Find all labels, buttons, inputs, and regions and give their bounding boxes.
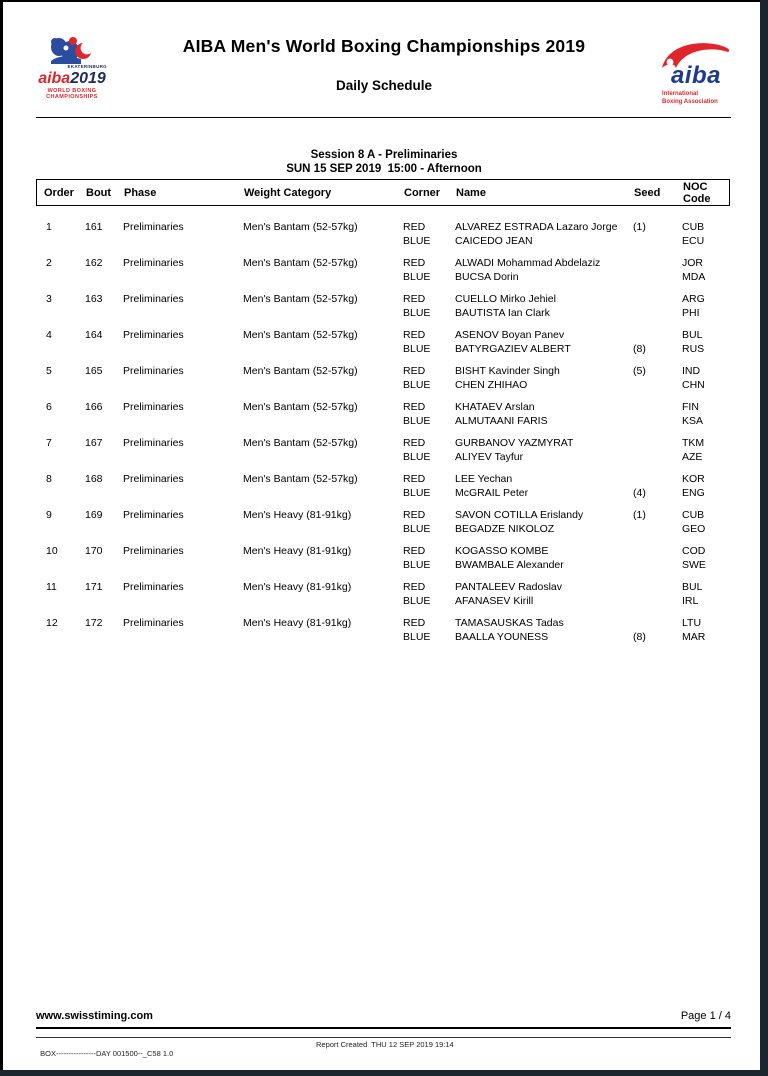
blue-seed: (4) [633, 487, 646, 499]
seed-cell [630, 328, 680, 356]
bout-cell: 172 [85, 617, 103, 629]
bout-cell: 165 [85, 365, 103, 377]
weight-category-cell: Men's Bantam (52-57kg) [243, 365, 358, 377]
red-corner-label: RED [403, 221, 426, 233]
blue-boxer-name: BAALLA YOUNESS [455, 631, 549, 643]
blue-corner-label: BLUE [403, 271, 431, 283]
order-cell: 8 [46, 473, 52, 485]
red-noc-code: ARG [682, 293, 705, 305]
blue-noc-code: IRL [682, 595, 699, 607]
bout-row [36, 400, 731, 428]
bout-cell: 162 [85, 257, 103, 269]
weight-category-cell: Men's Bantam (52-57kg) [243, 221, 358, 233]
noc-cell [680, 328, 731, 356]
weight-category-cell: Men's Heavy (81-91kg) [243, 509, 352, 521]
red-corner-label: RED [403, 293, 426, 305]
bout-cell: 166 [85, 401, 103, 413]
blue-corner-label: BLUE [403, 343, 431, 355]
noc-cell [680, 364, 731, 392]
red-corner-label: RED [403, 401, 426, 413]
seed-cell [630, 364, 680, 392]
aiba-boxing-association-label: Boxing Association [662, 98, 718, 105]
blue-boxer-name: ALMUTAANI FARIS [455, 415, 548, 427]
logo-world-boxing-label: WORLD BOXING [47, 87, 97, 94]
corner-cell [403, 544, 455, 572]
red-noc-code: BUL [682, 581, 703, 593]
table-body [36, 212, 731, 644]
phase-cell: Preliminaries [123, 617, 184, 629]
aiba-international-label: International [662, 91, 699, 97]
red-noc-code: BUL [682, 329, 703, 341]
red-boxer-name: SAVON COTILLA Erislandy [455, 509, 584, 521]
bout-cell: 171 [85, 581, 103, 593]
report-code: BOX----------------DAY 001500--_C58 1.0 [40, 1049, 174, 1058]
blue-seed [633, 234, 680, 248]
red-boxer-name: KOGASSO KOMBE [455, 545, 549, 557]
phase-cell: Preliminaries [123, 581, 184, 593]
noc-cell [680, 616, 731, 644]
blue-corner-label: BLUE [403, 487, 431, 499]
bout-row [36, 616, 731, 644]
name-cell [455, 436, 630, 464]
phase-cell: Preliminaries [123, 437, 184, 449]
bout-row [36, 544, 731, 572]
blue-corner-label: BLUE [403, 307, 431, 319]
aiba-association-logo [652, 40, 740, 104]
frame-bottom-edge [0, 1070, 768, 1076]
footer-divider-thin [36, 1037, 731, 1038]
red-boxer-name: GURBANOV YAZMYRAT [455, 437, 574, 449]
weight-category-cell: Men's Bantam (52-57kg) [243, 473, 358, 485]
name-cell [455, 472, 630, 500]
red-boxer-name: KHATAEV Arslan [455, 401, 535, 413]
blue-corner-label: BLUE [403, 631, 431, 643]
name-cell [455, 220, 630, 248]
blue-boxer-name: BEGADZE NIKOLOZ [455, 523, 555, 535]
red-noc-code: JOR [682, 257, 703, 269]
blue-noc-code: GEO [682, 523, 706, 535]
footer-divider-thick [36, 1027, 731, 1029]
red-noc-code: KOR [682, 473, 705, 485]
blue-noc-code: MAR [682, 631, 706, 643]
blue-seed [633, 450, 680, 464]
noc-cell [680, 220, 731, 248]
corner-cell [403, 508, 455, 536]
blue-seed [633, 270, 680, 284]
blue-corner-label: BLUE [403, 523, 431, 535]
red-seed [633, 580, 680, 594]
phase-cell: Preliminaries [123, 509, 184, 521]
order-cell: 12 [46, 617, 58, 629]
bout-cell: 169 [85, 509, 103, 521]
header-divider [36, 117, 731, 118]
red-boxer-name: TAMASAUSKAS Tadas [455, 617, 564, 629]
blue-seed: (8) [633, 343, 646, 355]
seed-cell [630, 472, 680, 500]
bout-cell: 161 [85, 221, 103, 233]
weight-category-cell: Men's Heavy (81-91kg) [243, 581, 352, 593]
corner-cell [403, 436, 455, 464]
red-boxer-name: CUELLO Mirko Jehiel [455, 293, 556, 305]
red-boxer-name: LEE Yechan [455, 473, 513, 485]
phase-cell: Preliminaries [123, 329, 184, 341]
blue-corner-label: BLUE [403, 451, 431, 463]
blue-boxer-name: AFANASEV Kirill [455, 595, 534, 607]
blue-seed [633, 414, 680, 428]
weight-category-cell: Men's Bantam (52-57kg) [243, 329, 358, 341]
blue-seed [633, 306, 680, 320]
red-seed [633, 400, 680, 414]
logo-city-label: EKATERINBURG [67, 64, 107, 69]
order-cell: 4 [46, 329, 52, 341]
bout-row [36, 508, 731, 536]
noc-cell [680, 400, 731, 428]
weight-category-cell: Men's Bantam (52-57kg) [243, 437, 358, 449]
aiba-brand-label: aiba [670, 62, 722, 89]
blue-seed: (8) [633, 631, 646, 643]
name-cell [455, 364, 630, 392]
bout-cell: 163 [85, 293, 103, 305]
blue-seed [633, 558, 680, 572]
noc-cell [680, 436, 731, 464]
weight-category-cell: Men's Bantam (52-57kg) [243, 401, 358, 413]
name-cell [455, 580, 630, 608]
blue-noc-code: ECU [682, 235, 705, 247]
blue-noc-code: AZE [682, 451, 703, 463]
blue-noc-code: ENG [682, 487, 705, 499]
seed-cell [630, 580, 680, 608]
col-header-noc: NOC Code [683, 180, 711, 205]
seed-cell [630, 400, 680, 428]
order-cell: 6 [46, 401, 52, 413]
red-corner-label: RED [403, 509, 426, 521]
red-corner-label: RED [403, 473, 426, 485]
bout-cell: 170 [85, 545, 103, 557]
weight-category-cell: Men's Heavy (81-91kg) [243, 617, 352, 629]
red-corner-label: RED [403, 257, 426, 269]
red-boxer-name: ALVAREZ ESTRADA Lazaro Jorge [455, 221, 618, 233]
logo-year-label: 2019 [70, 69, 106, 87]
seed-cell [630, 436, 680, 464]
logo-brand-label: aiba [38, 69, 71, 87]
col-header-order: Order [44, 186, 74, 199]
noc-cell [680, 544, 731, 572]
blue-noc-code: CHN [682, 379, 705, 391]
red-seed [633, 328, 680, 342]
blue-corner-label: BLUE [403, 415, 431, 427]
red-noc-code: LTU [682, 617, 702, 629]
corner-cell [403, 580, 455, 608]
red-seed: (1) [633, 221, 646, 233]
logo-championships-label: CHAMPIONSHIPS [46, 94, 98, 100]
blue-boxer-name: CAICEDO JEAN [455, 235, 533, 247]
report-created-timestamp: Report Created THU 12 SEP 2019 19:14 [316, 1040, 454, 1049]
blue-corner-label: BLUE [403, 235, 431, 247]
order-cell: 2 [46, 257, 52, 269]
red-noc-code: CUB [682, 509, 705, 521]
bout-row [36, 328, 731, 356]
phase-cell: Preliminaries [123, 473, 184, 485]
blue-noc-code: MDA [682, 271, 706, 283]
seed-cell [630, 544, 680, 572]
bout-cell: 168 [85, 473, 103, 485]
bout-row [36, 436, 731, 464]
weight-category-cell: Men's Heavy (81-91kg) [243, 545, 352, 557]
red-seed [633, 436, 680, 450]
blue-boxer-name: McGRAIL Peter [455, 487, 529, 499]
name-cell [455, 328, 630, 356]
noc-cell [680, 292, 731, 320]
col-header-corner: Corner [404, 186, 441, 199]
blue-noc-code: KSA [682, 415, 704, 427]
order-cell: 5 [46, 365, 52, 377]
order-cell: 1 [46, 221, 52, 233]
red-boxer-name: PANTALEEV Radoslav [455, 581, 562, 593]
swisstiming-link[interactable]: www.swisstiming.com [36, 1010, 153, 1022]
order-cell: 11 [46, 581, 57, 593]
red-corner-label: RED [403, 617, 426, 629]
weight-category-cell: Men's Bantam (52-57kg) [243, 257, 358, 269]
phase-cell: Preliminaries [123, 365, 184, 377]
blue-seed [633, 522, 680, 536]
noc-cell [680, 580, 731, 608]
blue-boxer-name: BAUTISTA Ian Clark [455, 307, 550, 319]
red-boxer-name: BISHT Kavinder Singh [455, 365, 560, 377]
corner-cell [403, 220, 455, 248]
red-seed [633, 544, 680, 558]
bout-row [36, 256, 731, 284]
red-seed [633, 292, 680, 306]
corner-cell [403, 328, 455, 356]
corner-cell [403, 472, 455, 500]
seed-cell [630, 220, 680, 248]
seed-cell [630, 256, 680, 284]
session-title: Session 8 A - Preliminaries [310, 149, 458, 161]
phase-cell: Preliminaries [123, 545, 184, 557]
noc-cell [680, 472, 731, 500]
noc-cell [680, 508, 731, 536]
red-corner-label: RED [403, 365, 426, 377]
blue-boxer-name: BATYRGAZIEV ALBERT [455, 343, 571, 355]
col-header-name: Name [456, 186, 486, 199]
order-cell: 10 [46, 545, 58, 557]
bout-row [36, 364, 731, 392]
corner-cell [403, 616, 455, 644]
noc-cell [680, 256, 731, 284]
page-number: Page 1 / 4 [680, 1010, 731, 1022]
bout-row [36, 472, 731, 500]
weight-category-cell: Men's Bantam (52-57kg) [243, 293, 358, 305]
blue-boxer-name: ALIYEV Tayfur [455, 451, 524, 463]
red-boxer-name: ASENOV Boyan Panev [455, 329, 565, 341]
bout-row [36, 292, 731, 320]
red-noc-code: CUB [682, 221, 705, 233]
red-seed: (1) [633, 509, 646, 521]
red-corner-label: RED [403, 545, 426, 557]
red-boxer-name: ALWADI Mohammad Abdelaziz [455, 257, 601, 269]
red-corner-label: RED [403, 581, 426, 593]
table-header-row [36, 179, 730, 206]
order-cell: 3 [46, 293, 52, 305]
blue-seed [633, 594, 680, 608]
col-header-phase: Phase [124, 186, 157, 199]
seed-cell [630, 508, 680, 536]
blue-noc-code: SWE [682, 559, 706, 571]
page-title: AIBA Men's World Boxing Championships 2019 [182, 36, 586, 56]
seed-cell [630, 292, 680, 320]
blue-noc-code: PHI [682, 307, 700, 319]
corner-cell [403, 292, 455, 320]
red-corner-label: RED [403, 329, 426, 341]
red-seed: (5) [633, 365, 646, 377]
red-seed [633, 616, 680, 630]
name-cell [455, 256, 630, 284]
phase-cell: Preliminaries [123, 401, 184, 413]
name-cell [455, 508, 630, 536]
order-cell: 9 [46, 509, 52, 521]
seed-cell [630, 616, 680, 644]
col-header-bout: Bout [86, 186, 112, 199]
red-noc-code: FIN [682, 401, 699, 413]
name-cell [455, 616, 630, 644]
page-subtitle: Daily Schedule [335, 78, 433, 93]
red-noc-code: TKM [682, 437, 705, 449]
blue-corner-label: BLUE [403, 559, 431, 571]
col-header-weight: Weight Category [244, 186, 332, 199]
blue-noc-code: RUS [682, 343, 705, 355]
corner-cell [403, 364, 455, 392]
bout-row [36, 580, 731, 608]
name-cell [455, 292, 630, 320]
red-seed [633, 472, 680, 486]
phase-cell: Preliminaries [123, 293, 184, 305]
name-cell [455, 400, 630, 428]
red-seed [633, 256, 680, 270]
red-corner-label: RED [403, 437, 426, 449]
order-cell: 7 [46, 437, 52, 449]
phase-cell: Preliminaries [123, 257, 184, 269]
bout-row [36, 220, 731, 248]
corner-cell [403, 400, 455, 428]
blue-boxer-name: CHEN ZHIHAO [455, 379, 528, 391]
name-cell [455, 544, 630, 572]
session-datetime: SUN 15 SEP 2019 15:00 - Afternoon [286, 163, 482, 175]
col-header-seed: Seed [634, 186, 661, 199]
red-noc-code: COD [682, 545, 706, 557]
blue-corner-label: BLUE [403, 595, 431, 607]
blue-boxer-name: BWAMBALE Alexander [455, 559, 564, 571]
corner-cell [403, 256, 455, 284]
bout-cell: 164 [85, 329, 103, 341]
blue-boxer-name: BUCSA Dorin [455, 271, 519, 283]
blue-seed [633, 378, 680, 392]
frame-top-edge [0, 0, 768, 2]
bout-cell: 167 [85, 437, 103, 449]
blue-corner-label: BLUE [403, 379, 431, 391]
red-noc-code: IND [682, 365, 701, 377]
phase-cell: Preliminaries [123, 221, 184, 233]
